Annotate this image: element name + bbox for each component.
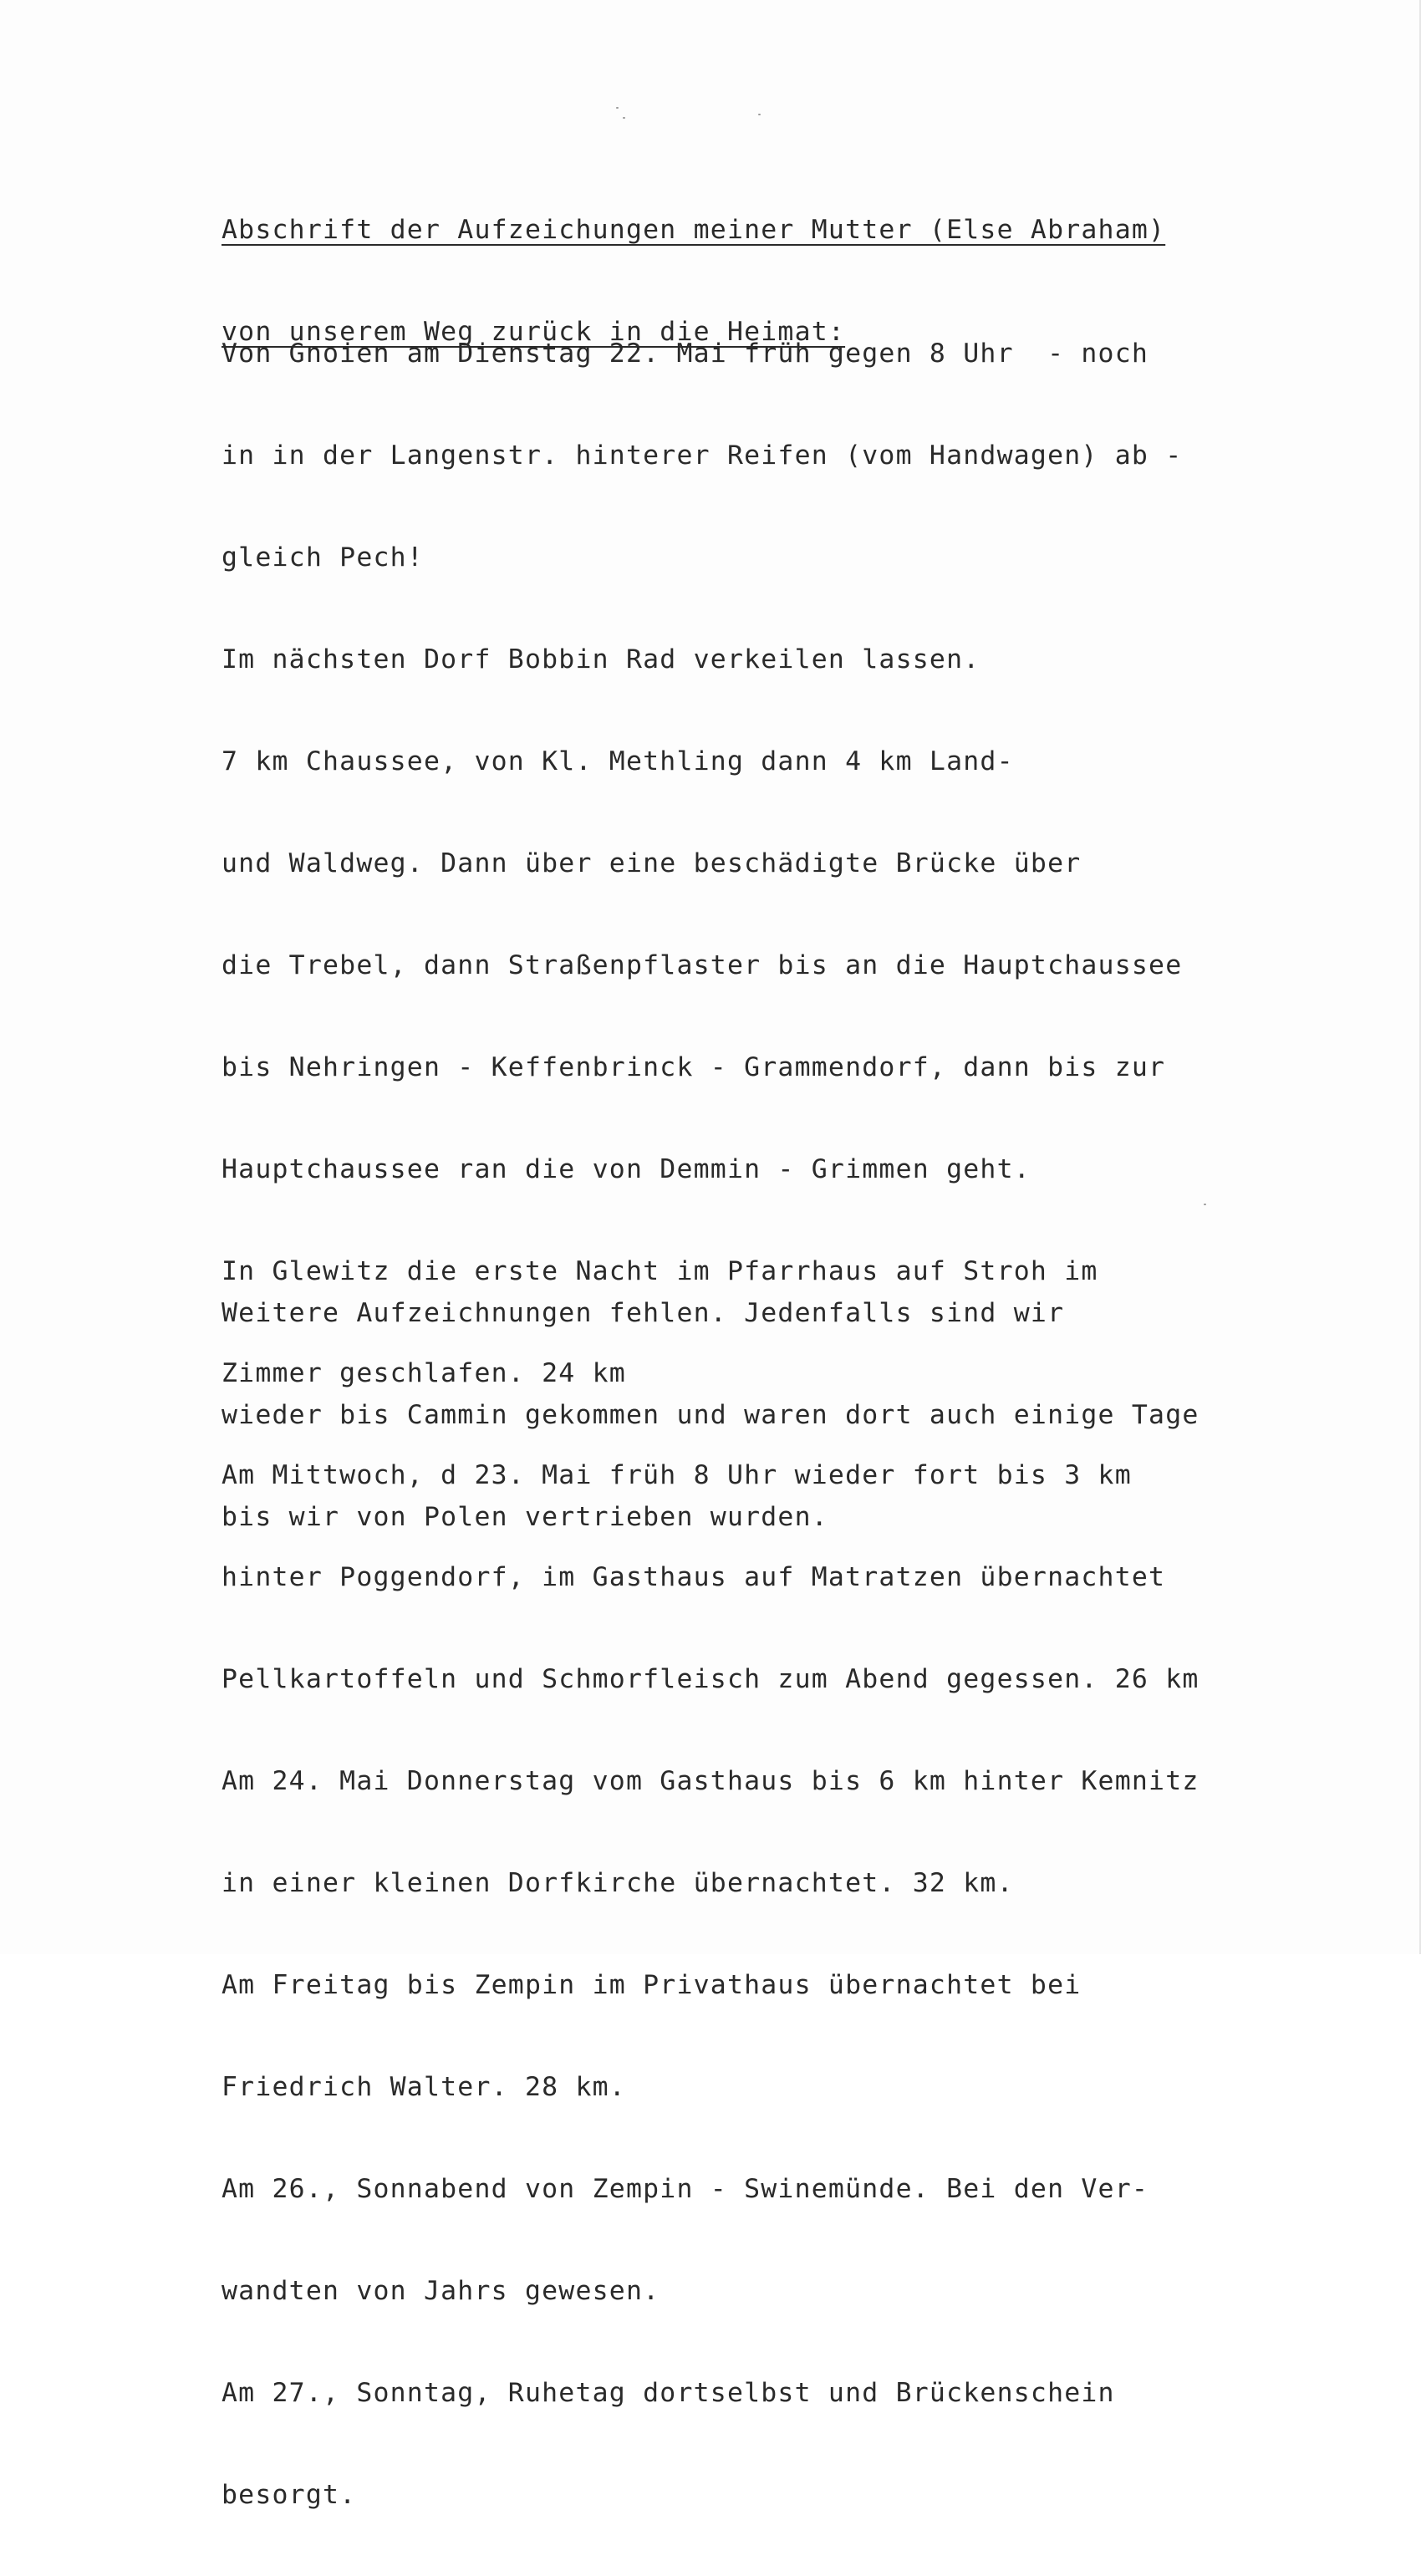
paper-speck xyxy=(623,117,625,119)
body-line: Pellkartoffeln und Schmorfleisch zum Abend gegessen. 26 km xyxy=(222,1664,1199,1694)
document-closing xyxy=(222,1232,1225,1598)
body-line: wandten von Jahrs gewesen. xyxy=(222,2276,660,2306)
body-line: hinter Poggendorf, im Gasthaus auf Matratzen übernachtet xyxy=(222,1562,1166,1592)
body-line: bis Nehringen - Keffenbrinck - Grammendorf, dann bis zur xyxy=(222,1052,1166,1082)
body-line: Am Freitag bis Zempin im Privathaus übernachtet bei xyxy=(222,1970,1082,2000)
body-line: die Trebel, dann Straßenpflaster bis an die Hauptchaussee xyxy=(222,950,1183,980)
body-line: in in der Langenstr. hinterer Reifen (vom Handwagen) ab - xyxy=(222,440,1183,471)
body-line: 7 km Chaussee, von Kl. Methling dann 4 km Land- xyxy=(222,746,1014,776)
body-line: gleich Pech! xyxy=(222,542,424,573)
body-line: Von Gnoien am Dienstag 22. Mai früh gegen 8 Uhr - noch xyxy=(222,339,1149,369)
paper-speck xyxy=(758,114,761,115)
body-line: besorgt. xyxy=(222,2480,357,2510)
body-line: Am Mittwoch, d 23. Mai früh 8 Uhr wieder fort bis 3 km xyxy=(222,1460,1132,1490)
body-line: in einer kleinen Dorfkirche übernachtet. 32 km. xyxy=(222,1868,1014,1898)
body-line: Im nächsten Dorf Bobbin Rad verkeilen lassen. xyxy=(222,644,980,675)
body-line: Zimmer geschlafen. 24 km xyxy=(222,1358,626,1388)
closing-line: wieder bis Cammin gekommen und waren dort auch einige Tage xyxy=(222,1400,1199,1430)
body-line: Am 24. Mai Donnerstag vom Gasthaus bis 6 km hinter Kemnitz xyxy=(222,1766,1199,1796)
paper-speck xyxy=(616,107,619,109)
body-line: Am 27., Sonntag, Ruhetag dortselbst und Brückenschein xyxy=(222,2378,1115,2408)
body-line: Hauptchaussee ran die von Demmin - Grimmen geht. xyxy=(222,1154,1031,1184)
closing-line: bis wir von Polen vertrieben wurden. xyxy=(222,1502,828,1532)
heading-line xyxy=(222,209,1225,251)
closing-line: Weitere Aufzeichnungen fehlen. Jedenfalls sind wir xyxy=(222,1298,1065,1328)
body-line: Am 26., Sonnabend von Zempin - Swinemünde. Bei den Ver- xyxy=(222,2174,1149,2204)
heading-text: von unserem Weg zurück in die Heimat: xyxy=(222,317,846,347)
body-line: Friedrich Walter. 28 km. xyxy=(222,2072,626,2102)
body-line: und Waldweg. Dann über eine beschädigte Brücke über xyxy=(222,848,1082,878)
body-line: In Glewitz die erste Nacht im Pfarrhaus auf Stroh im xyxy=(222,1256,1098,1286)
heading-text: Abschrift der Aufzeichungen meiner Mutter (Else Abraham) xyxy=(222,215,1166,245)
